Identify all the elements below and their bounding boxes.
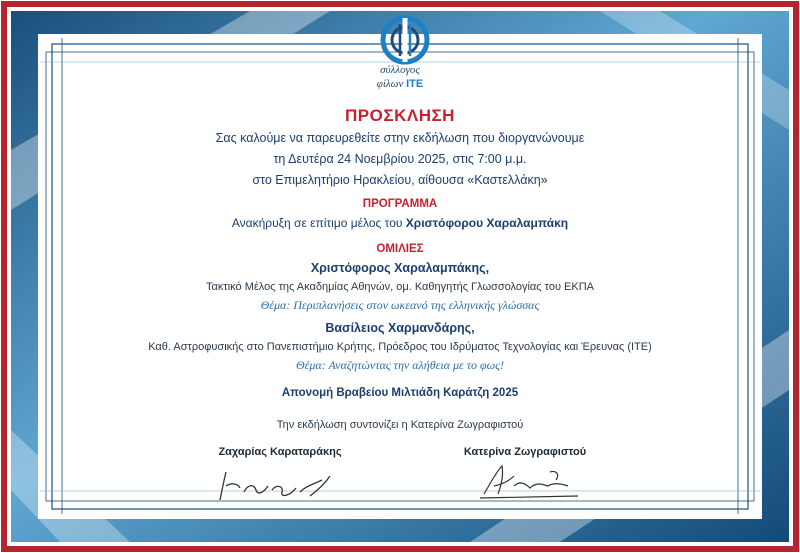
invitation-line-1: Σας καλούμε να παρευρεθείτε στην εκδήλωση που διοργανώνουμε bbox=[215, 131, 585, 145]
speaker-1-topic: Θέμα: Περιπλανήσεις στον ωκεανό της ελληνικής γλώσσας bbox=[260, 298, 540, 312]
logo-brand-text: φίλων ΙΤΕ bbox=[376, 78, 424, 90]
speaker-1-name: Χριστόφορος Χαραλαμπάκης, bbox=[310, 261, 490, 275]
speaker-2-topic: Θέμα: Αναζητώντας την αλήθεια με το φως! bbox=[296, 358, 504, 372]
program-heading: ΠΡΟΓΡΑΜΜΑ bbox=[362, 198, 438, 210]
honoree-name: Χριστόφορου Χαραλαμπάκη bbox=[405, 216, 569, 230]
signatory-1-name: Ζαχαρίας Καραταράκης bbox=[218, 446, 342, 458]
invitation-venue-line: στο Επιμελητήριο Ηρακλείου, αίθουσα «Καστελλάκη» bbox=[252, 173, 548, 187]
logo-brand: ΙΤΕ bbox=[406, 78, 424, 90]
speaker-2-name: Βασίλειος Χαρμανδάρης, bbox=[325, 321, 475, 335]
coordinator-line: Την εκδήλωση συντονίζει η Κατερίνα Ζωγραφιστού bbox=[276, 419, 524, 431]
invitation-date-line: τη Δευτέρα 24 Νοεμβρίου 2025, στις 7:00 μ.μ. bbox=[273, 152, 527, 166]
invitation-title: ΠΡΟΣΚΛΗΣΗ bbox=[345, 106, 455, 125]
speaker-1-role: Τακτικό Μέλος της Ακαδημίας Αθηνών, ομ. Καθηγητής Γλωσσολογίας του ΕΚΠΑ bbox=[206, 281, 594, 293]
speaker-2-role: Καθ. Αστροφυσικής στο Πανεπιστήμιο Κρήτης, Πρόεδρος του Ιδρύματος Τεχνολογίας και Έρευνας (ΙΤΕ) bbox=[148, 341, 652, 353]
award-line: Απονομή Βραβείου Μιλτιάδη Καράτζη 2025 bbox=[281, 387, 519, 399]
logo-association-text: σύλλογος bbox=[380, 64, 420, 76]
signature-1-image bbox=[210, 462, 340, 507]
signature-2-image bbox=[470, 458, 590, 503]
program-announcement: Ανακήρυξη σε επίτιμο μέλος του Χριστόφορου Χαραλαμπάκη bbox=[231, 216, 569, 230]
talks-heading: ΟΜΙΛΙΕΣ bbox=[376, 243, 424, 255]
signatory-2-name: Κατερίνα Ζωγραφιστού bbox=[463, 446, 587, 458]
